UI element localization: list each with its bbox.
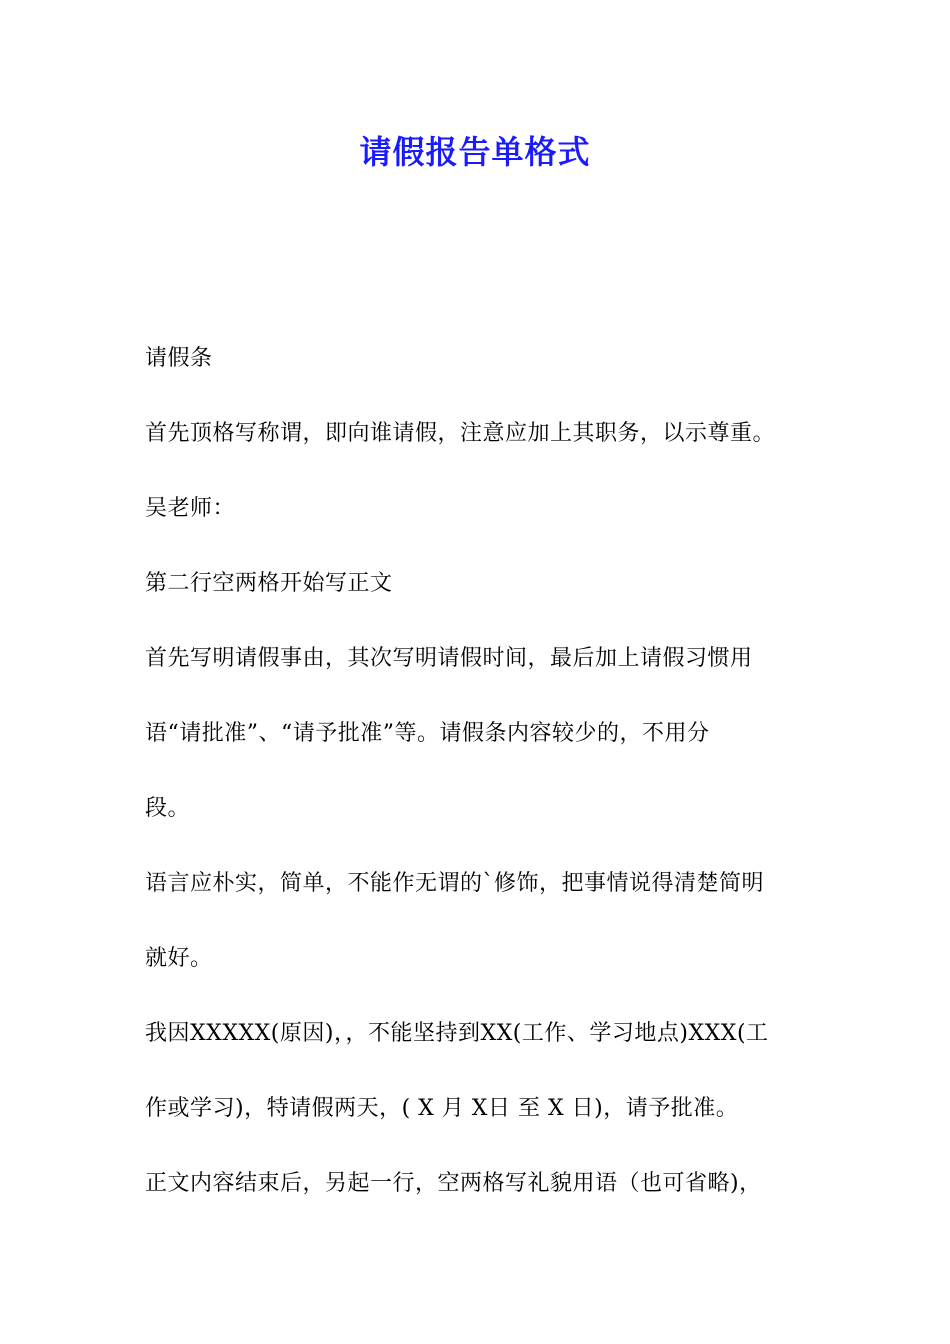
paragraph	[145, 1015, 815, 1128]
text-line: 请假条	[145, 346, 213, 371]
text-line: 段。	[145, 796, 191, 821]
text-line: 语“请批准”、“请予批准”等。请假条内容较少的，不用分	[145, 721, 710, 746]
text-line: 作或学习)，特请假两天，( X 月 X日 至 X 日)，请予批准。	[145, 1096, 739, 1121]
text-line: 第二行空两格开始写正文	[145, 571, 393, 596]
text-line: 正文内容结束后，另起一行，空两格写礼貌用语（也可省略)，	[145, 1171, 762, 1196]
text-line: 吴老师：	[145, 496, 236, 521]
text-line: 就好。	[145, 946, 213, 971]
paragraph	[145, 640, 815, 828]
text-line: 语言应朴实，简单，不能作无谓的`修饰，把事情说得清楚简明	[145, 871, 765, 896]
paragraph	[145, 490, 815, 528]
paragraph	[145, 865, 815, 978]
text-line: 首先顶格写称谓，即向谁请假，注意应加上其职务，以示尊重。	[145, 421, 776, 446]
paragraph	[145, 1165, 815, 1203]
document-title: 请假报告单格式	[359, 133, 591, 171]
paragraph	[145, 565, 815, 603]
text-line: 我因XXXXX(原因)，，不能坚持到XX(工作、学习地点)XXX(工	[145, 1021, 769, 1046]
document-body	[145, 340, 815, 1240]
paragraph	[145, 415, 815, 453]
text-line: 首先写明请假事由，其次写明请假时间，最后加上请假习惯用	[145, 646, 753, 671]
paragraph	[145, 340, 815, 378]
